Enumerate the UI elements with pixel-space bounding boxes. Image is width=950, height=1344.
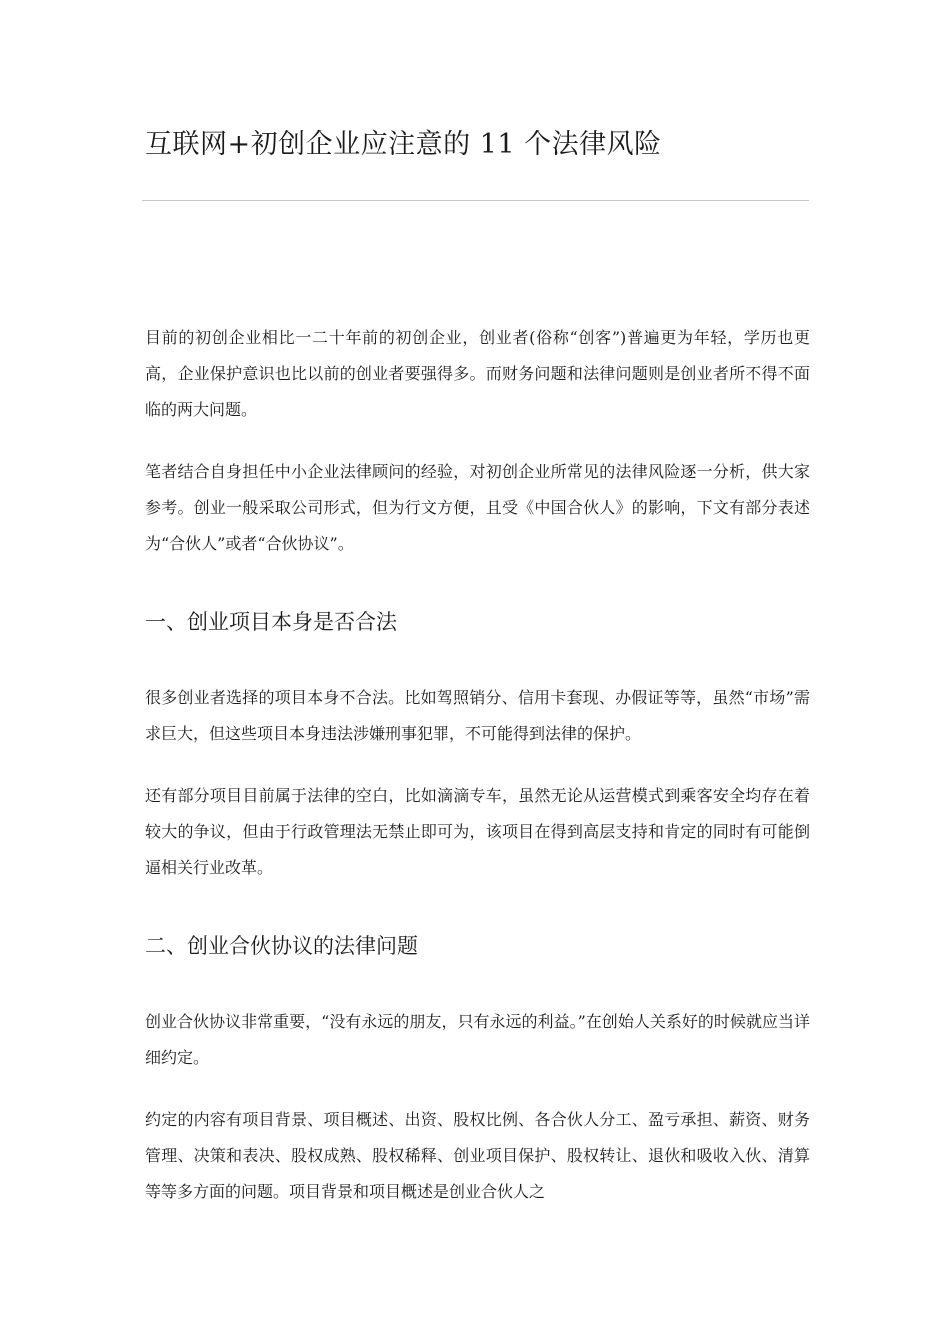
intro-paragraph-2: 笔者结合自身担任中小企业法律顾问的经验，对初创企业所常见的法律风险逐一分析，供大家参考。创业一般采取公司形式，但为行文方便，且受《中国合伙人》的影响，下文有部分表述为“合伙人”或者“合伙协议”。 [145, 462, 810, 553]
paragraph-spacer [145, 428, 810, 454]
section-1-paragraph-1: 很多创业者选择的项目本身不合法。比如驾照销分、信用卡套现、办假证等等，虽然“市场”需求巨大，但这些项目本身违法涉嫌刑事犯罪，不可能得到法律的保护。 [145, 688, 810, 743]
title-divider [142, 200, 809, 201]
section-spacer [145, 562, 810, 604]
heading-spacer [145, 964, 810, 1004]
paragraph-spacer [145, 1076, 810, 1102]
section-2-paragraph-2: 约定的内容有项目背景、项目概述、出资、股权比例、各合伙人分工、盈亏承担、薪资、财务管理、决策和表决、股权成熟、股权稀释、创业项目保护、股权转让、退伙和吸收入伙、清算等等多方面的问题。项目背景和项目概述是创业合伙人之 [145, 1110, 810, 1201]
intro-paragraph-1: 目前的初创企业相比一二十年前的初创企业，创业者(俗称“创客”)普遍更为年轻，学历也更高，企业保护意识也比以前的创业者要强得多。而财务问题和法律问题则是创业者所不得不面临的两大问题。 [145, 328, 810, 419]
paragraph-spacer [145, 752, 810, 778]
heading-spacer [145, 640, 810, 680]
section-1-paragraph-2: 还有部分项目目前属于法律的空白，比如滴滴专车，虽然无论从运营模式到乘客安全均存在着较大的争议，但由于行政管理法无禁止即可为，该项目在得到高层支持和肯定的同时有可能倒逼相关行业改革。 [145, 786, 810, 877]
section-heading-1: 一、创业项目本身是否合法 [145, 610, 397, 634]
document-title: 互联网+初创企业应注意的 11 个法律风险 [145, 129, 662, 160]
section-2-paragraph-1: 创业合伙协议非常重要，“没有永远的朋友，只有永远的利益。”在创始人关系好的时候就应当详细约定。 [145, 1012, 810, 1067]
section-heading-2: 二、创业合伙协议的法律问题 [145, 934, 418, 958]
section-spacer [145, 886, 810, 928]
document-body [145, 320, 810, 1210]
